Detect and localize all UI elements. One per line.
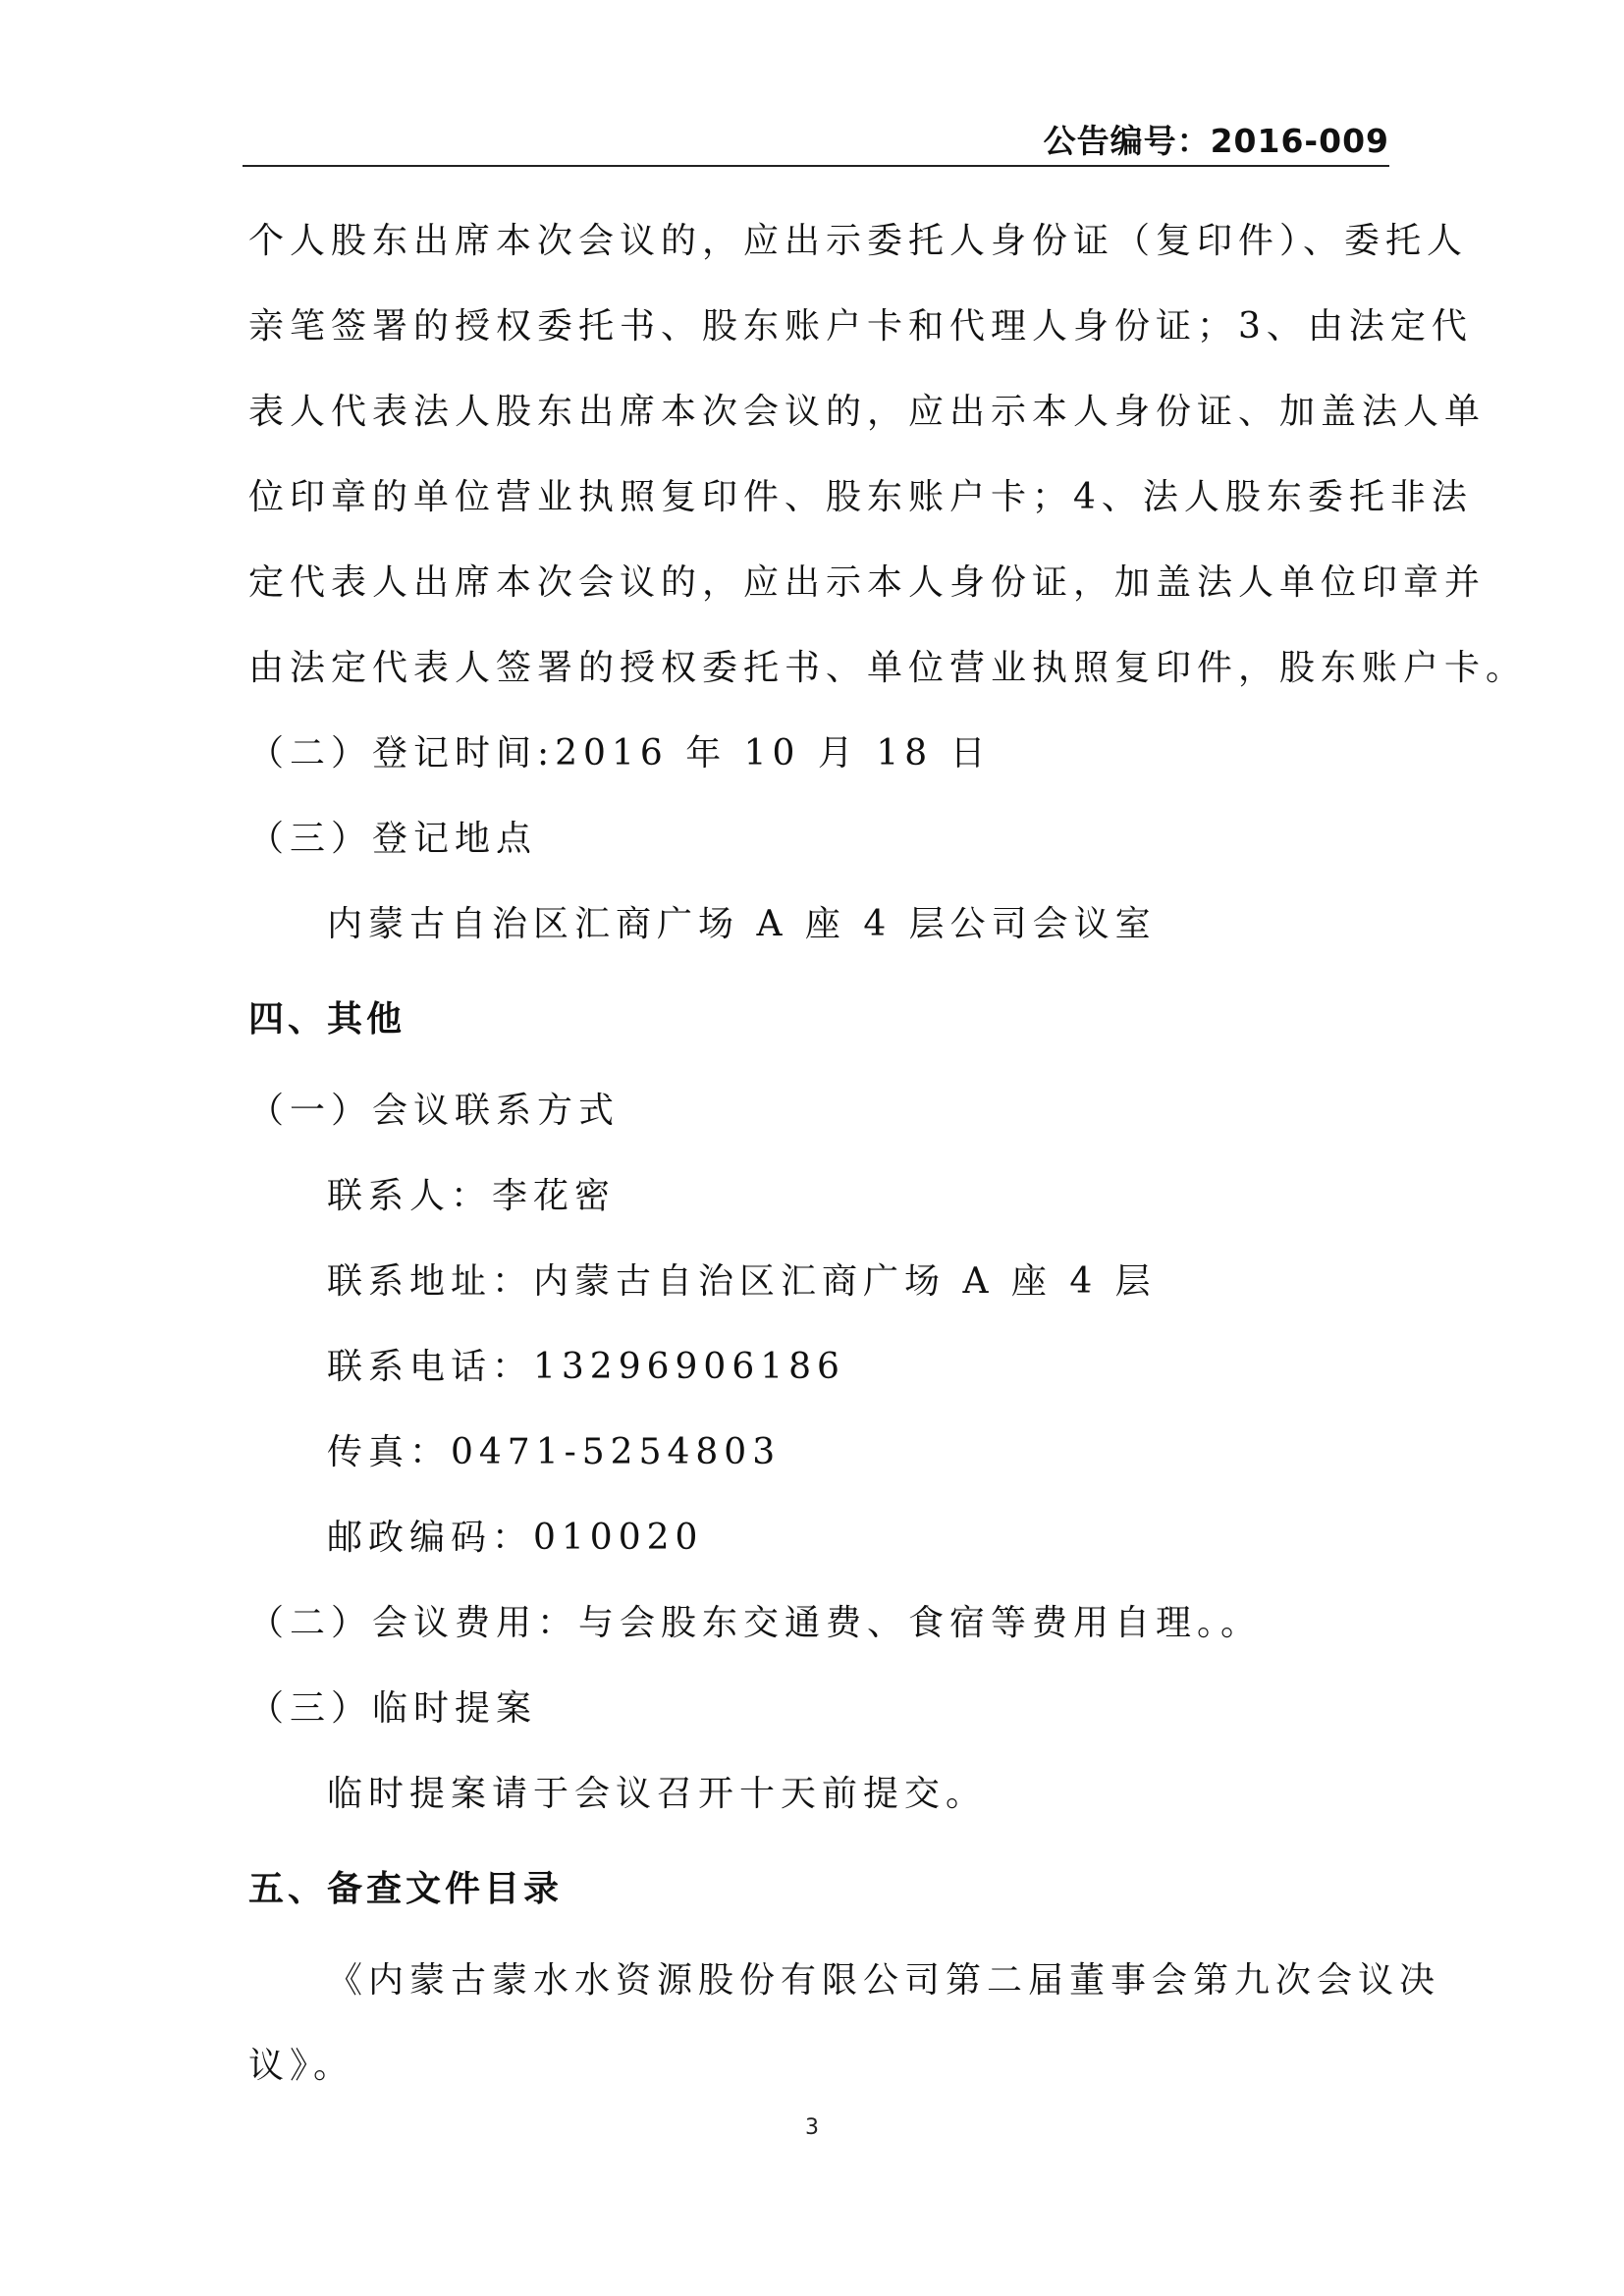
registration-place: 内蒙古自治区汇商广场 A 座 4 层公司会议室: [327, 904, 1157, 944]
section-4-heading: 四、其他: [248, 999, 406, 1040]
paragraph-line: 表人代表法人股东出席本次会议的，应出示本人身份证、加盖法人单: [248, 392, 1487, 432]
proposal-text: 临时提案请于会议召开十天前提交。: [327, 1774, 988, 1814]
paragraph-line: 由法定代表人签署的授权委托书、单位营业执照复印件，股东账户卡。: [248, 648, 1528, 688]
notice-number: 公告编号：2016-009: [1043, 122, 1389, 160]
registration-time: （二）登记时间:2016 年 10 月 18 日: [248, 733, 992, 774]
page-number: 3: [805, 2115, 819, 2140]
paragraph-line: 定代表人出席本次会议的，应出示本人身份证，加盖法人单位印章并: [248, 562, 1487, 603]
meeting-fees: （二）会议费用：与会股东交通费、食宿等费用自理。。: [248, 1603, 1263, 1643]
fax: 传真：0471-5254803: [327, 1432, 782, 1472]
reference-document-line: 议》。: [248, 2046, 355, 2086]
contact-title: （一）会议联系方式: [248, 1091, 621, 1131]
paragraph-line: 个人股东出席本次会议的，应出示委托人身份证（复印件）、委托人: [248, 221, 1469, 261]
proposal-title: （三）临时提案: [248, 1688, 538, 1729]
reference-document-line: 《内蒙古蒙水水资源股份有限公司第二届董事会第九次会议决: [327, 1960, 1441, 2001]
paragraph-line: 亲笔签署的授权委托书、股东账户卡和代理人身份证；3、由法定代: [248, 306, 1473, 347]
contact-address: 联系地址：内蒙古自治区汇商广场 A 座 4 层: [327, 1261, 1157, 1302]
contact-phone: 联系电话：13296906186: [327, 1347, 845, 1387]
registration-place-title: （三）登记地点: [248, 819, 538, 859]
paragraph-line: 位印章的单位营业执照复印件、股东账户卡；4、法人股东委托非法: [248, 477, 1473, 517]
header-divider: [243, 165, 1389, 167]
section-5-heading: 五、备查文件目录: [248, 1869, 564, 1909]
contact-person: 联系人：李花密: [327, 1176, 617, 1216]
postcode: 邮政编码：010020: [327, 1518, 704, 1558]
